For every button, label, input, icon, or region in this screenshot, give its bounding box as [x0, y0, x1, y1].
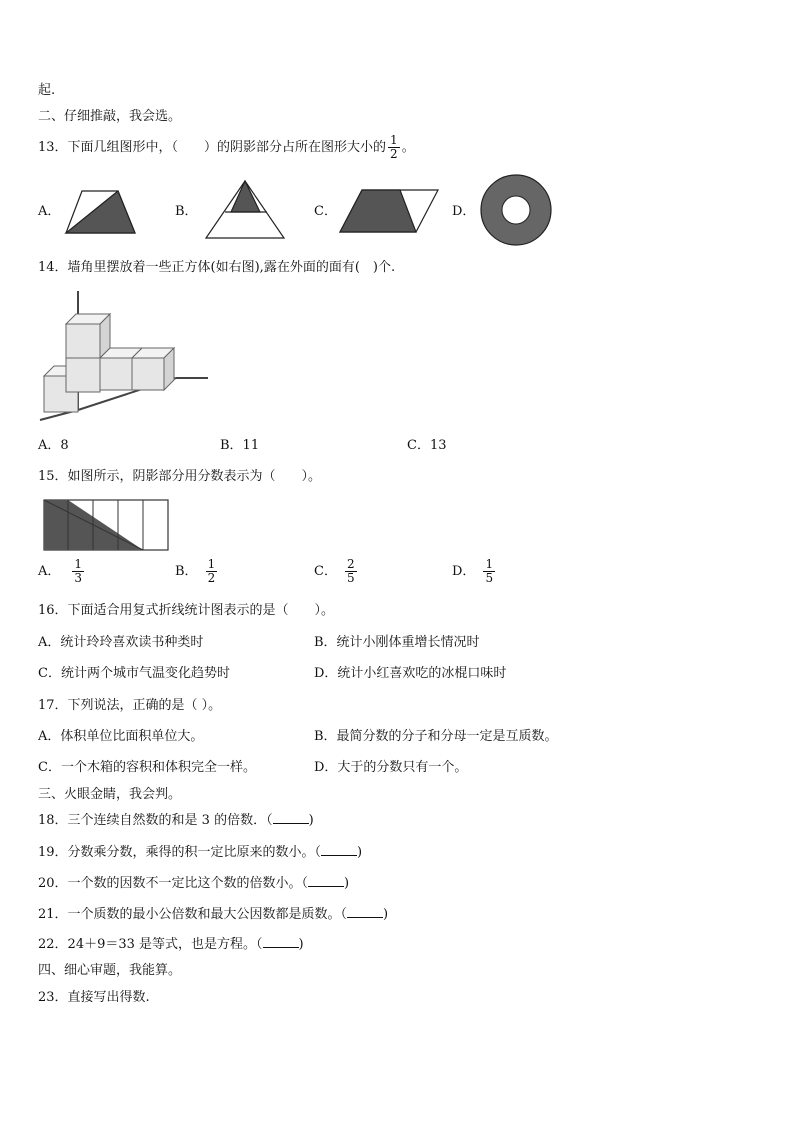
q16-text: 16．下面适合用复式折线统计图表示的是（ ）。 [38, 603, 335, 618]
q13-option-d[interactable]: D． [452, 204, 476, 219]
q14-option-a[interactable]: A．8 [38, 438, 69, 453]
q15-option-b-label: B． [175, 564, 198, 579]
num: 1 [207, 557, 216, 571]
q17-option-c[interactable]: C．一个木箱的容积和体积完全一样。 [38, 760, 256, 775]
q21-answer-blank[interactable] [347, 905, 383, 918]
top-fragment: 起. [38, 83, 56, 98]
q23-text: 23．直接写出得数. [38, 990, 150, 1005]
q15-option-a[interactable] [38, 558, 86, 585]
q20-label: 20．一个数的因数不一定比这个数的倍数小。（ [38, 876, 309, 891]
q14-option-c[interactable]: C．13 [407, 438, 447, 453]
q14-option-b[interactable]: B．11 [220, 438, 260, 453]
num: 1 [74, 557, 83, 571]
den: 3 [74, 571, 83, 585]
q14-text: 14．墙角里摆放着一些正方体(如右图),露在外面的面有( )个. [38, 260, 396, 275]
q13-option-b[interactable]: B． [175, 204, 198, 219]
q15-option-b[interactable] [175, 558, 219, 585]
q13-option-c[interactable]: C． [314, 204, 337, 219]
q18-answer-blank[interactable] [273, 811, 309, 824]
close-paren: ) [383, 907, 389, 922]
q22-label: 22．24＋9＝33 是等式，也是方程。（ [38, 937, 263, 952]
q19-answer-blank[interactable] [321, 843, 357, 856]
q13-frac-num: 1 [390, 133, 398, 147]
q15-option-a-label: A． [38, 564, 61, 579]
q17-option-a[interactable]: A．体积单位比面积单位大。 [38, 729, 204, 744]
close-paren: ) [357, 845, 363, 860]
q16-option-a[interactable]: A．统计玲玲喜欢读书种类时 [38, 635, 204, 650]
q16-option-d[interactable]: D．统计小红喜欢吃的冰棍口味时 [314, 666, 507, 681]
close-paren: ) [298, 937, 304, 952]
q15-option-d-label: D． [452, 564, 476, 579]
q15-text: 15．如图所示，阴影部分用分数表示为（ ）。 [38, 469, 322, 484]
q13-text-after: 。 [401, 140, 415, 155]
q17-option-d[interactable]: D．大于的分数只有一个。 [314, 760, 468, 775]
q22-answer-blank[interactable] [263, 935, 299, 948]
q21-label: 21．一个质数的最小公倍数和最大公因数都是质数。（ [38, 907, 348, 922]
q13-text-before: 13．下面几组图形中，（ ）的阴影部分占所在图形大小的 [38, 140, 387, 155]
q15-option-c[interactable] [314, 558, 359, 585]
q16-option-b[interactable]: B．统计小刚体重增长情况时 [314, 635, 480, 650]
den: 5 [346, 571, 355, 585]
close-paren: ) [308, 813, 314, 828]
q19-text [38, 843, 362, 862]
num: 2 [346, 557, 355, 571]
q13-option-a[interactable]: A． [38, 204, 61, 219]
q15-option-c-label: C． [314, 564, 337, 579]
section2-title: 二、仔细推敲，我会选。 [38, 109, 182, 124]
close-paren: ) [344, 876, 350, 891]
q18-text [38, 811, 314, 830]
q21-text [38, 905, 388, 924]
q15-option-d[interactable] [452, 558, 497, 585]
q19-label: 19．分数乘分数，乘得的积一定比原来的数小。（ [38, 845, 322, 860]
num: 1 [485, 557, 494, 571]
section3-title: 三、火眼金睛，我会判。 [38, 787, 182, 802]
q16-option-c[interactable]: C．统计两个城市气温变化趋势时 [38, 666, 230, 681]
q22-text [38, 935, 304, 954]
section4-title: 四、细心审题，我能算。 [38, 963, 182, 978]
den: 2 [207, 571, 216, 585]
q15-option-b-fraction [206, 558, 218, 585]
q17-option-b[interactable]: B．最简分数的分子和分母一定是互质数。 [314, 729, 558, 744]
den: 5 [485, 571, 494, 585]
q13-frac-den: 2 [390, 147, 398, 161]
q20-answer-blank[interactable] [308, 874, 344, 887]
q20-text [38, 874, 349, 893]
q15-option-c-fraction [345, 558, 357, 585]
q18-label: 18．三个连续自然数的和是 3 的倍数．（ [38, 813, 273, 828]
q15-option-d-fraction [483, 558, 495, 585]
q15-option-a-fraction [72, 558, 84, 585]
q17-text: 17．下列说法，正确的是（ ）。 [38, 698, 222, 713]
